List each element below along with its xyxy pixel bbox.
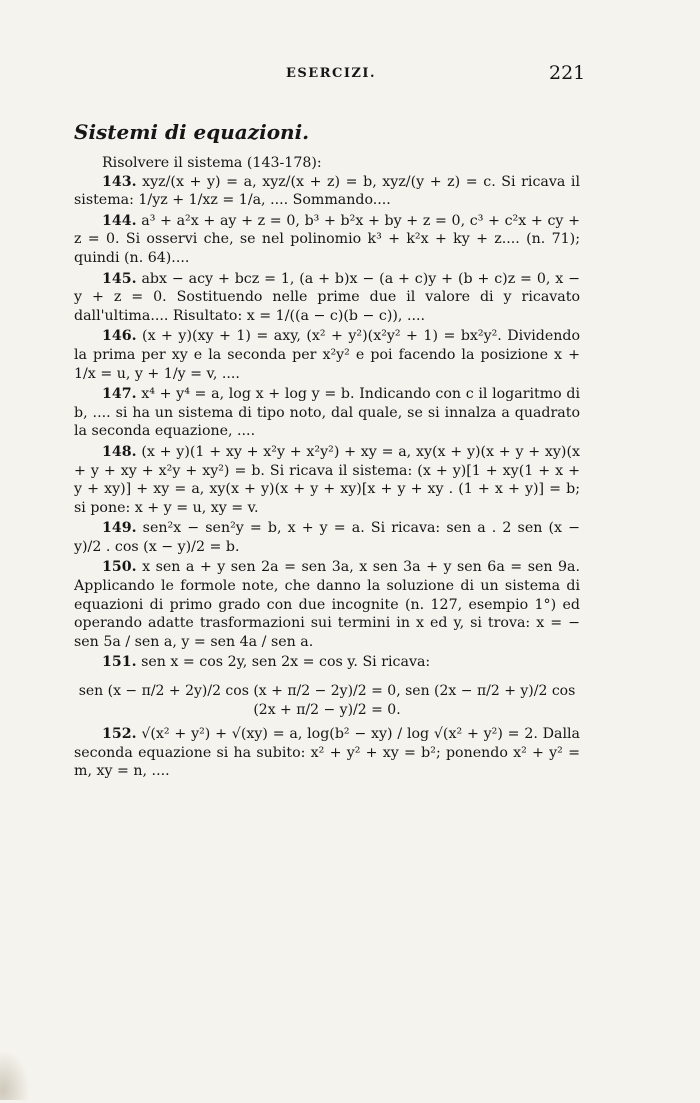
formula-151: sen (x − π/2 + 2y)/2 cos (x + π/2 − 2y)/2 = 0, sen (2x − π/2 + y)/2 cos (2x + π/2 − y)/2 = 0. <box>78 683 576 718</box>
exercise-152 <box>74 725 580 781</box>
exercise-number: 148. <box>102 443 137 460</box>
exercise-number: 146. <box>102 328 137 345</box>
exercise-number: 145. <box>102 270 137 287</box>
running-title: ESERCIZI. <box>286 66 377 81</box>
exercise-147 <box>74 385 580 441</box>
exercise-text: √(x² + y²) + √(xy) = a, log(b² − xy) / log √(x² + y²) = 2. Dalla seconda equazione si ha subito: x² + y² + xy = b²; ponendo x² + y² = m, xy = n, .... <box>74 726 581 780</box>
exercise-number: 151. <box>102 654 137 671</box>
exercise-number: 149. <box>102 520 137 537</box>
exercise-146 <box>74 327 580 383</box>
page-number: 221 <box>549 62 586 84</box>
exercise-144 <box>74 212 580 268</box>
exercise-149 <box>74 519 580 556</box>
exercise-150 <box>74 558 580 651</box>
exercise-143 <box>74 173 580 210</box>
running-header <box>0 62 700 86</box>
exercise-text: x sen a + y sen 2a = sen 3a, x sen 3a + y sen 6a = sen 9a. Applicando le formole note, che danno la soluzione di un sistema di equazioni di primo grado con due incognite (n. 127, esempio 1°) ed operando adatte trasformazioni sui termini in x ed y, si trova: x = − sen 5a / sen a, y = sen 4a / sen a. <box>74 559 581 650</box>
exercise-number: 147. <box>102 386 137 403</box>
section-title: Sistemi di equazioni. <box>74 120 310 144</box>
exercise-text: a³ + a²x + ay + z = 0, b³ + b²x + by + z = 0, c³ + c²x + cy + z = 0. Si osservi che, se nel polinomio k³ + k²x + ky + z.... (n. 71); quindi (n. 64).... <box>74 212 580 266</box>
exercise-145 <box>74 270 580 326</box>
exercise-text: abx − acy + bcz = 1, (a + b)x − (a + c)y + (b + c)z = 0, x − y + z = 0. Sostituendo nelle prime due il valore di y ricavato dall'ultima.... Risultato: x = 1/((a − c)(b − c)), .... <box>74 270 581 324</box>
exercise-text: sen x = cos 2y, sen 2x = cos y. Si ricava: <box>141 654 431 671</box>
exercise-148 <box>74 443 580 517</box>
exercise-text: (x + y)(xy + 1) = axy, (x² + y²)(x²y² + 1) = bx²y². Dividendo la prima per xy e la seconda per x²y² e poi facendo la posizione x + 1/x = u, y + 1/y = v, .... <box>74 328 580 382</box>
exercise-151 <box>74 653 580 672</box>
exercise-number: 144. <box>102 212 137 229</box>
intro-text: Risolvere il sistema (143-178): <box>102 155 322 171</box>
exercise-number: 152. <box>102 726 137 743</box>
exercise-text: (x + y)(1 + xy + x²y + x²y²) + xy = a, xy(x + y)(x + y + xy)(x + y + xy + x²y + xy²) = b. Si ricava il sistema: (x + y)[1 + xy(1 + x + y + xy)] + xy = a, xy(x + y)(x + y + xy)[x + y + xy . (1 + x + y)] = b; si pone: x + y = u, xy = v. <box>74 443 580 516</box>
exercise-number: 150. <box>102 559 137 576</box>
page-body <box>74 154 580 781</box>
page-stain <box>0 1050 30 1100</box>
exercise-number: 143. <box>102 173 137 190</box>
exercise-text: xyz/(x + y) = a, xyz/(x + z) = b, xyz/(y + z) = c. Si ricava il sistema: 1/yz + 1/xz = 1/a, .... Sommando.... <box>74 173 580 209</box>
exercise-text: x⁴ + y⁴ = a, log x + log y = b. Indicando con c il logaritmo di b, .... si ha un sistema di tipo noto, dal quale, se si innalza a quadrato la seconda equazione, .... <box>74 386 581 440</box>
exercise-text: sen²x − sen²y = b, x + y = a. Si ricava: sen a . 2 sen (x − y)/2 . cos (x − y)/2 = b. <box>74 520 580 555</box>
